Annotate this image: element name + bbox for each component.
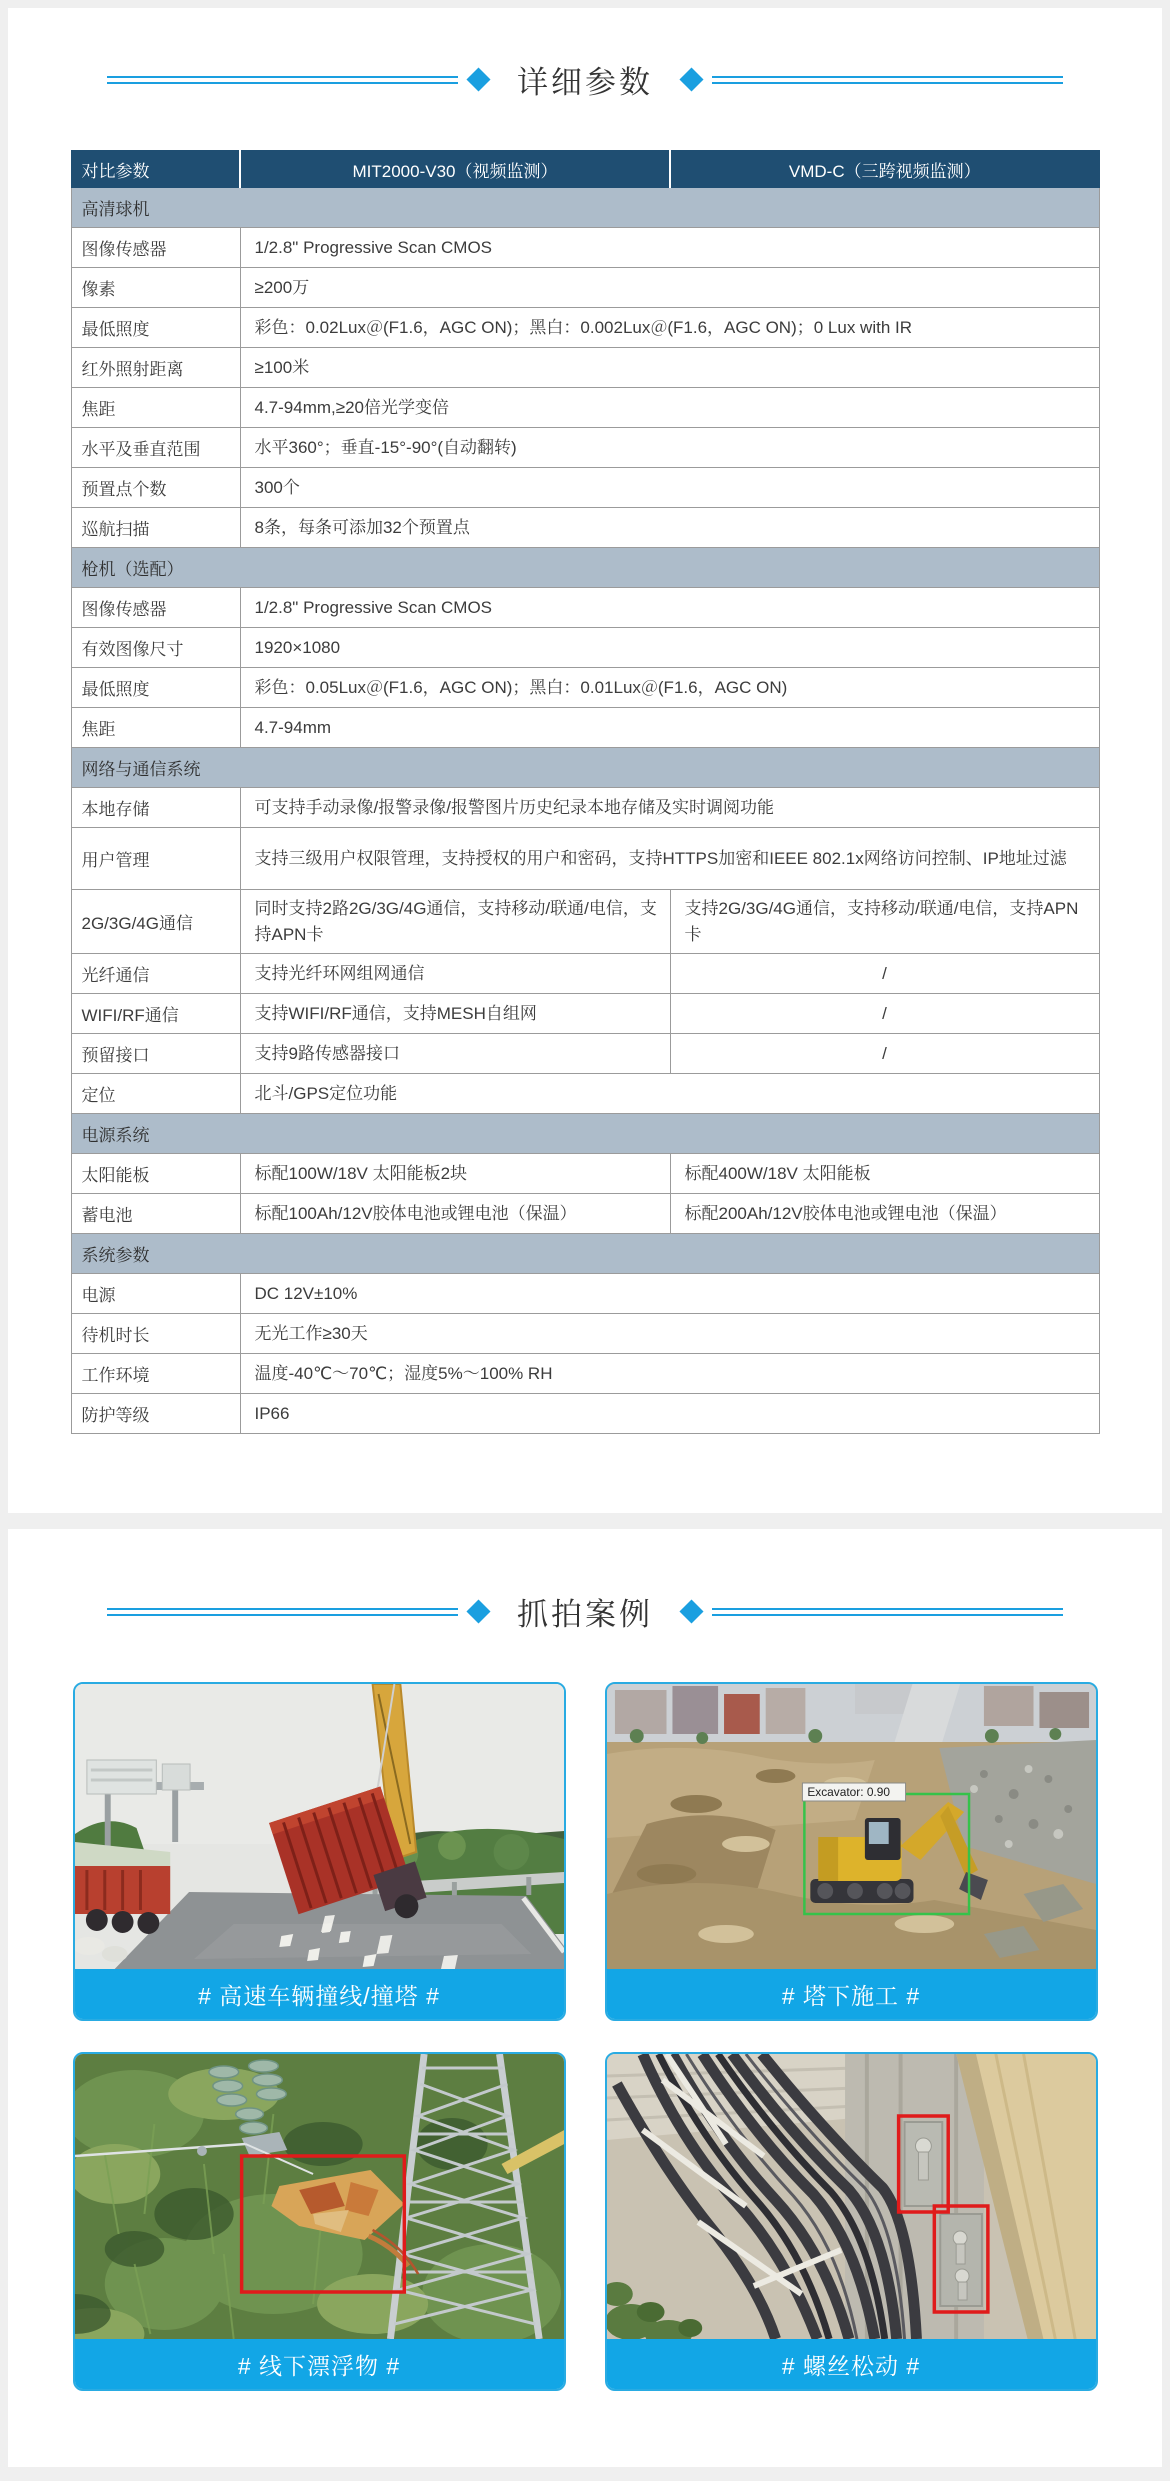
param-value: IP66	[240, 1394, 1099, 1434]
param-label: 待机时长	[71, 1314, 240, 1354]
diamond-icon	[679, 67, 703, 91]
param-label: 工作环境	[71, 1354, 240, 1394]
case-caption: # 线下漂浮物 #	[75, 2339, 564, 2389]
table-row	[71, 1034, 1099, 1074]
table-section-row	[71, 1114, 1099, 1154]
section-title-cell: 枪机（选配）	[71, 548, 1099, 588]
table-section-row	[71, 1234, 1099, 1274]
param-label: 用户管理	[71, 828, 240, 890]
param-value: DC 12V±10%	[240, 1274, 1099, 1314]
param-value: 彩色：0.02Lux＠(F1.6，AGC ON)；黑白：0.002Lux＠(F1.6，AGC ON)；0 Lux with IR	[240, 308, 1099, 348]
param-label: 图像传感器	[71, 228, 240, 268]
table-header-row	[71, 151, 1099, 188]
capture-cases-card	[8, 1529, 1162, 2467]
diamond-icon	[466, 1599, 490, 1623]
case-photo-highway-collision	[75, 1684, 564, 1969]
table-row	[71, 428, 1099, 468]
param-value: 彩色：0.05Lux＠(F1.6，AGC ON)；黑白：0.01Lux＠(F1.6，AGC ON)	[240, 668, 1099, 708]
param-value-right: 支持2G/3G/4G通信，支持移动/联通/电信，支持APN卡	[670, 890, 1099, 954]
decor-double-line	[712, 76, 1063, 84]
case-caption: # 螺丝松动 #	[607, 2339, 1096, 2389]
section-title-row-cases	[8, 1589, 1162, 1634]
section-title-cell: 电源系统	[71, 1114, 1099, 1154]
table-row	[71, 1354, 1099, 1394]
param-label: 红外照射距离	[71, 348, 240, 388]
section-title-row-params	[8, 57, 1162, 102]
param-value: 4.7-94mm	[240, 708, 1099, 748]
section-title-cell: 系统参数	[71, 1234, 1099, 1274]
table-section-row	[71, 748, 1099, 788]
table-row	[71, 1274, 1099, 1314]
table-row	[71, 228, 1099, 268]
table-row	[71, 1314, 1099, 1354]
table-row	[71, 708, 1099, 748]
param-label: 焦距	[71, 708, 240, 748]
param-value: 无光工作≥30天	[240, 1314, 1099, 1354]
param-value: 北斗/GPS定位功能	[240, 1074, 1099, 1114]
case-photo-floating-object	[75, 2054, 564, 2339]
section-title-cell: 网络与通信系统	[71, 748, 1099, 788]
param-value-right: /	[670, 994, 1099, 1034]
spec-comparison-table	[71, 150, 1100, 1434]
param-value-right: /	[670, 954, 1099, 994]
param-label: 最低照度	[71, 308, 240, 348]
decor-double-line	[712, 1608, 1063, 1616]
table-row	[71, 1394, 1099, 1434]
param-value: 支持三级用户权限管理，支持授权的用户和密码，支持HTTPS加密和IEEE 802.1x网络访问控制、IP地址过滤	[240, 828, 1099, 890]
param-label: 防护等级	[71, 1394, 240, 1434]
case-card-highway-collision	[73, 1682, 566, 2021]
param-label: 预留接口	[71, 1034, 240, 1074]
param-label: 2G/3G/4G通信	[71, 890, 240, 954]
param-value-left: 支持9路传感器接口	[240, 1034, 670, 1074]
table-row	[71, 308, 1099, 348]
param-value: 温度-40℃～70℃；湿度5%～100% RH	[240, 1354, 1099, 1394]
param-label: 巡航扫描	[71, 508, 240, 548]
param-value: 水平360°；垂直-15°-90°(自动翻转)	[240, 428, 1099, 468]
param-value: 4.7-94mm,≥20倍光学变倍	[240, 388, 1099, 428]
param-value: 1/2.8" Progressive Scan CMOS	[240, 588, 1099, 628]
diamond-icon	[679, 1599, 703, 1623]
param-value: ≥100米	[240, 348, 1099, 388]
table-row	[71, 994, 1099, 1034]
param-label: 定位	[71, 1074, 240, 1114]
param-label: 预置点个数	[71, 468, 240, 508]
param-value-right: 标配400W/18V 太阳能板	[670, 1154, 1099, 1194]
table-row	[71, 828, 1099, 890]
param-value-left: 支持光纤环网组网通信	[240, 954, 670, 994]
table-section-row	[71, 188, 1099, 228]
param-label: 水平及垂直范围	[71, 428, 240, 468]
header-product-mit2000: MIT2000-V30（视频监测）	[240, 151, 670, 188]
param-value-left: 标配100Ah/12V胶体电池或锂电池（保温）	[240, 1194, 670, 1234]
param-label: 最低照度	[71, 668, 240, 708]
header-compare-params: 对比参数	[71, 151, 240, 188]
table-section-row	[71, 548, 1099, 588]
decor-double-line	[107, 1608, 458, 1616]
param-label: 光纤通信	[71, 954, 240, 994]
detailed-params-card	[8, 8, 1162, 1513]
param-label: WIFI/RF通信	[71, 994, 240, 1034]
cases-grid	[73, 1682, 1098, 2391]
detection-label: Excavator: 0.90	[806, 1784, 890, 1800]
param-label: 太阳能板	[71, 1154, 240, 1194]
decor-double-line	[107, 76, 458, 84]
table-row	[71, 508, 1099, 548]
param-value: 300个	[240, 468, 1099, 508]
table-row	[71, 468, 1099, 508]
case-card-floating-object	[73, 2052, 566, 2391]
table-row	[71, 628, 1099, 668]
case-photo-tower-construction	[607, 1684, 1096, 1969]
case-card-loose-screws	[605, 2052, 1098, 2391]
param-value-right: 标配200Ah/12V胶体电池或锂电池（保温）	[670, 1194, 1099, 1234]
table-row	[71, 954, 1099, 994]
case-caption: # 塔下施工 #	[607, 1969, 1096, 2019]
param-label: 有效图像尺寸	[71, 628, 240, 668]
param-value: 可支持手动录像/报警录像/报警图片历史纪录本地存储及实时调阅功能	[240, 788, 1099, 828]
param-label: 图像传感器	[71, 588, 240, 628]
param-label: 像素	[71, 268, 240, 308]
case-caption: # 高速车辆撞线/撞塔 #	[75, 1969, 564, 2019]
table-row	[71, 788, 1099, 828]
page-title: 详细参数	[517, 65, 653, 100]
table-row	[71, 668, 1099, 708]
case-photo-loose-screws	[607, 2054, 1096, 2339]
param-value-left: 标配100W/18V 太阳能板2块	[240, 1154, 670, 1194]
section-title-cell: 高清球机	[71, 188, 1099, 228]
param-label: 电源	[71, 1274, 240, 1314]
param-value: ≥200万	[240, 268, 1099, 308]
param-label: 焦距	[71, 388, 240, 428]
table-row	[71, 588, 1099, 628]
table-row	[71, 348, 1099, 388]
param-value-right: /	[670, 1034, 1099, 1074]
table-row	[71, 1194, 1099, 1234]
cases-title: 抓拍案例	[517, 1597, 653, 1632]
param-label: 蓄电池	[71, 1194, 240, 1234]
header-product-vmdc: VMD-C（三跨视频监测）	[670, 151, 1099, 188]
table-row	[71, 1154, 1099, 1194]
diamond-icon	[466, 67, 490, 91]
case-card-tower-construction	[605, 1682, 1098, 2021]
table-row	[71, 1074, 1099, 1114]
param-value: 8条，每条可添加32个预置点	[240, 508, 1099, 548]
param-value-left: 支持WIFI/RF通信，支持MESH自组网	[240, 994, 670, 1034]
param-value: 1/2.8" Progressive Scan CMOS	[240, 228, 1099, 268]
table-row	[71, 268, 1099, 308]
param-value-left: 同时支持2路2G/3G/4G通信，支持移动/联通/电信，支持APN卡	[240, 890, 670, 954]
param-value: 1920×1080	[240, 628, 1099, 668]
param-label: 本地存储	[71, 788, 240, 828]
table-row	[71, 890, 1099, 954]
table-row	[71, 388, 1099, 428]
